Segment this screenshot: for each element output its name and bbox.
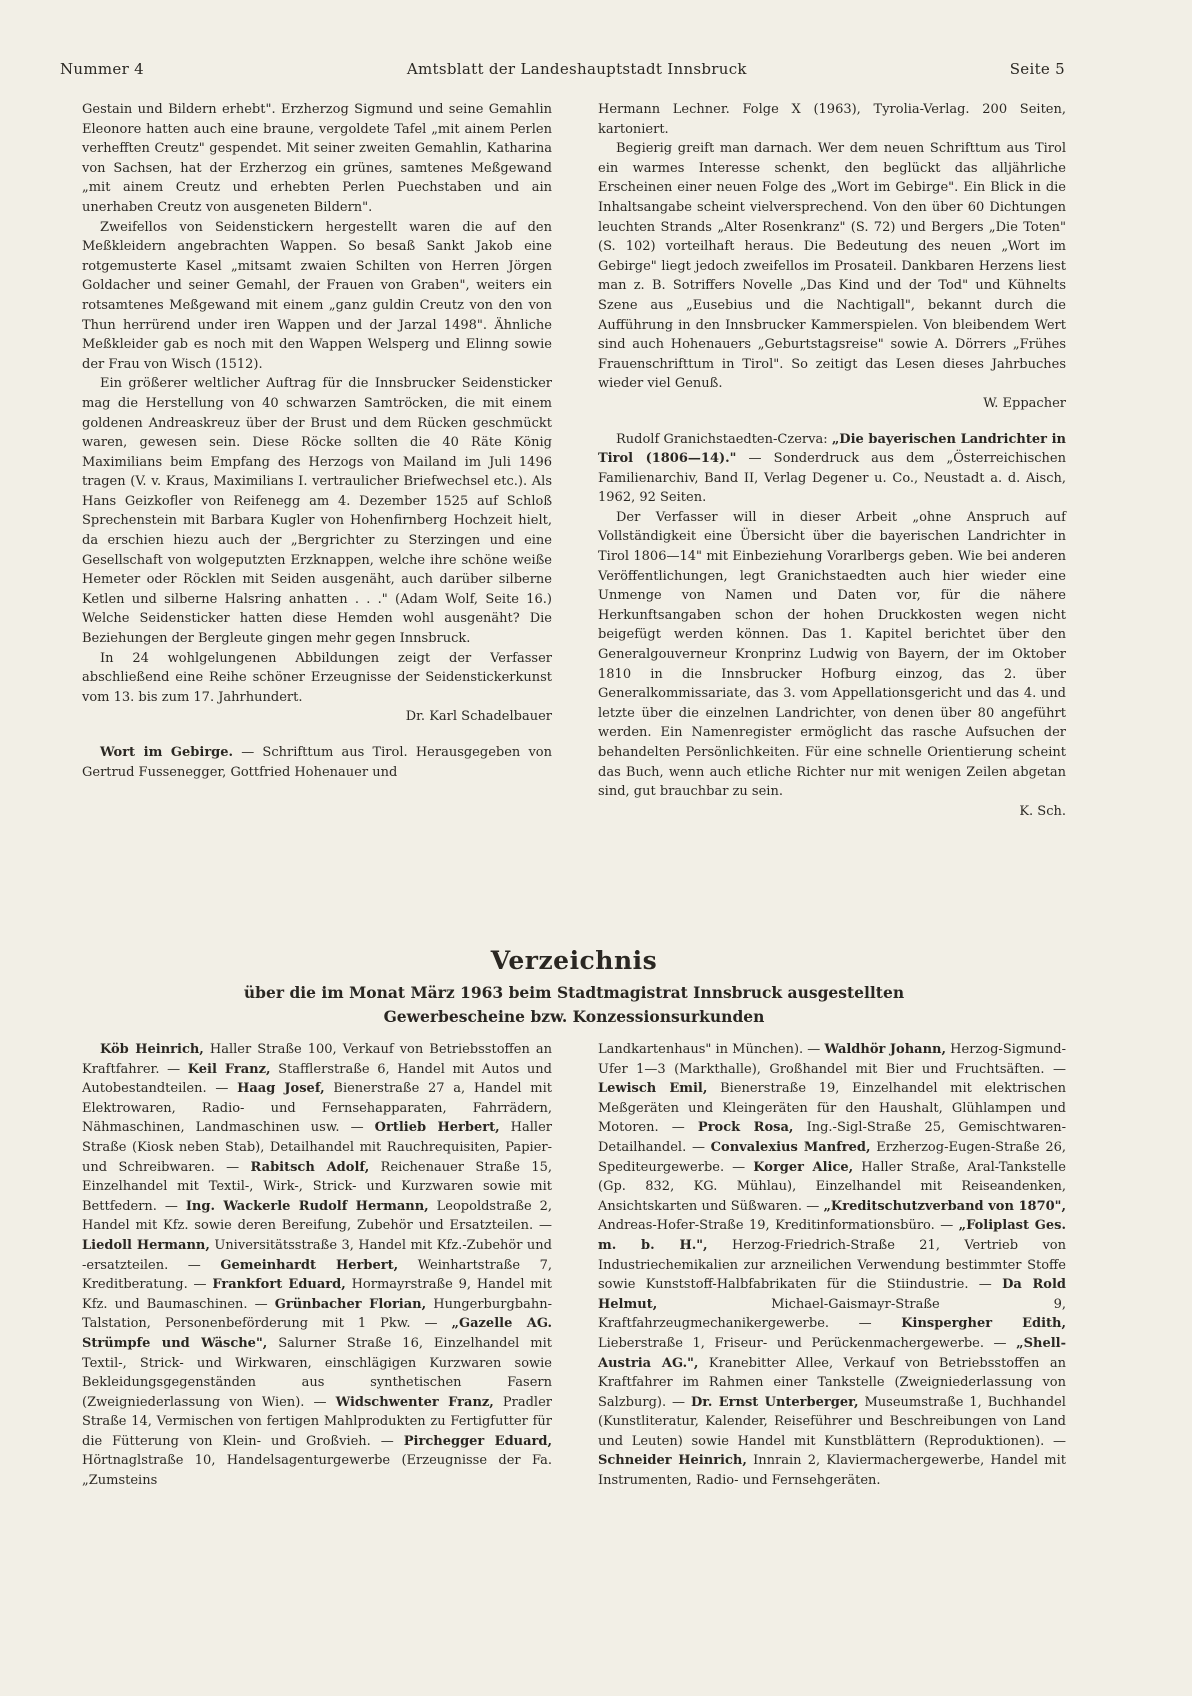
review-signature: K. Sch. [1019, 803, 1066, 819]
review-signature: Dr. Karl Schadelbauer [405, 709, 552, 725]
listing-column-right [598, 1040, 1066, 1491]
listing-entries: Köb Heinrich, Haller Straße 100, Verkauf von Betriebsstoffen an Kraftfahrer. — Keil Franz, Stafflerstraße 6, Handel mit Autos und Autobestandteilen. — Haag Josef, Bienerstraße 27 a, Handel mit Elektrowaren, Radio- und Fernsehapparaten, Fahrrädern, Nähmaschinen, Landmaschinen usw. — Ortlieb Herbert, Haller Straße (Kiosk neben Stab), Detailhandel mit Rauchrequisiten, Papier- und Schreibwaren. — Rabitsch Adolf, Reichenauer Straße 15, Einzelhandel mit Textil-, Wirk-, Strick- und Kurzwaren sowie mit Bettfedern. — Ing. Wackerle Rudolf Hermann, Leopoldstraße 2, Handel mit Kfz. sowie deren Bereifung, Zubehör und Ersatzteilen. — Liedoll Hermann, Universitätsstraße 3, Handel mit Kfz.-Zubehör und -ersatzteilen. — Gemeinhardt Herbert, Weinhartstraße 7, Kreditberatung. — Frankfort Eduard, Hormayrstraße 9, Handel mit Kfz. und Baumaschinen. — Grünbacher Florian, Hungerburgbahn-Talstation, Personenbeförderung mit 1 Pkw. — „Gazelle AG. Strümpfe und Wäsche", Salurner Straße 16, Einzelhandel mit Textil-, Strick- und Wirkwaren, einschlägigen Kurzwaren sowie Bekleidungsgegenständen aus synthetischen Fasern (Zweigniederlassung von Wien). — Widschwenter Franz, Pradler Straße 14, Vermischen von fertigen Mahlprodukten zu Fertigfutter für die Fütterung von Klein- und Großvieh. — Pirchegger Eduard, Hörtnaglstraße 10, Handelsagenturgewerbe (Erzeugnisse der Fa. „Zumsteins [82, 1042, 553, 1489]
issue-number: Nummer 4 [60, 60, 144, 78]
right-column [598, 100, 1066, 821]
review-heading: Rudolf Granichstaedten-Czerva: „Die bayerischen Landrichter in Tirol (1806—14)." — Sonderdruck aus dem „Österreichischen Familienarchiv, Band II, Verlag Degener u. Co., Neustadt a. d. Aisch, 1962, 92 Seiten. [598, 431, 1066, 506]
listing-entries: Landkartenhaus" in München). — Waldhör Johann, Herzog-Sigmund-Ufer 1—3 (Markthalle), Großhandel mit Bier und Fruchtsäften. — Lewisch Emil, Bienerstraße 19, Einzelhandel mit elektrischen Meßgeräten und Kleingeräten für den Haushalt, Glühlampen und Motoren. — Prock Rosa, Ing.-Sigl-Straße 25, Gemischtwaren-Detailhandel. — Convalexius Manfred, Erzherzog-Eugen-Straße 26, Spediteurgewerbe. — Korger Alice, Haller Straße, Aral-Tankstelle (Gp. 832, KG. Mühlau), Einzelhandel mit Reiseandenken, Ansichtskarten und Süßwaren. — „Kreditschutzverband von 1870", Andreas-Hofer-Straße 19, Kreditinformationsbüro. — „Foliplast Ges. m. b. H.", Herzog-Friedrich-Straße 21, Vertrieb von Industriechemikalien zur arzneilichen Verwendung bestimmter Stoffe sowie Kunststoff-Halbfabrikaten für die Stiindustrie. — Da Rold Helmut, Michael-Gaismayr-Straße 9, Kraftfahrzeugmechanikergewerbe. — Kinspergher Edith, Lieberstraße 1, Friseur- und Perückenmachergewerbe. — „Shell-Austria AG.", Kranebitter Allee, Verkauf von Betriebsstoffen an Kraftfahrer im Rahmen einer Tankstelle (Zweigniederlassung von Salzburg). — Dr. Ernst Unterberger, Museumstraße 1, Buchhandel (Kunstliteratur, Kalender, Reiseführer und Beschreibungen von Land und Leuten) sowie Handel mit Kunstblättern (Reproduktionen). — Schneider Heinrich, Innrain 2, Klaviermachergewerbe, Handel mit Instrumenten, Radio- und Fernsehgeräten. [598, 1042, 1066, 1489]
section-title-block [82, 946, 1066, 1029]
section-subtitle: Gewerbescheine bzw. Konzessionsurkunden [383, 1007, 765, 1026]
review-signature: W. Eppacher [983, 395, 1066, 411]
paragraph: Begierig greift man darnach. Wer dem neuen Schrifttum aus Tirol ein warmes Interesse schenkt, den beglückt das alljährliche Erscheinen einer neuen Folge des „Wort im Gebirge". Ein Blick in die Inhaltsangabe scheint vielversprechend. Von den über 60 Dichtungen leuchten Strands „Alter Rosenkranz" (S. 72) und Bergers „Die Toten" (S. 102) vorteilhaft heraus. Die Bedeutung des neuen „Wort im Gebirge" liegt jedoch zweifellos im Prosateil. Dankbaren Herzens liest man z. B. Sotriffers Novelle „Das Kind und der Tod" und Kühnelts Szene aus „Eusebius und die Nachtigall", bekannt durch die Aufführung in den Innsbrucker Kammerspielen. Von bleibendem Wert sind auch Hohenauers „Geburtstagsreise" sowie A. Dörrers „Frühes Frauenschrifttum in Tirol". So zeitigt das Lesen dieses Jahrbuches wieder viel Genuß. [598, 141, 1066, 392]
page-header [60, 60, 1065, 78]
publication-title: Amtsblatt der Landeshauptstadt Innsbruck [406, 60, 747, 78]
listing-column-left [82, 1040, 552, 1491]
paragraph: Hermann Lechner. Folge X (1963), Tyrolia-Verlag. 200 Seiten, kartoniert. [598, 102, 1066, 137]
page-number: Seite 5 [1009, 60, 1065, 78]
section-title: Verzeichnis [490, 946, 658, 975]
left-column [82, 100, 552, 782]
book-title: „Die bayerischen Landrichter in Tirol (1806—14)." [598, 431, 1066, 467]
paragraph: Zweifellos von Seidenstickern hergestellt waren die auf den Meßkleidern angebrachten Wappen. So besaß Sankt Jakob eine rotgemusterte Kasel „mitsamt zwaien Schilten von Herren Jörgen Goldacher und seiner Gemahl, der Frauen von Graben", weiters ein rotsamtenes Meßgewand mit einem „ganz guldin Creutz von den von Thun herrürend under iren Wappen und der Jarzal 1498". Ähnliche Meßkleider gab es noch mit den Wappen Welsperg und Elinng sowie der Frau von Wisch (1512). [82, 219, 552, 372]
paragraph: Der Verfasser will in dieser Arbeit „ohne Anspruch auf Vollständigkeit eine Übersicht über die bayerischen Landrichter in Tirol 1806—14" mit Einbeziehung Vorarlbergs geben. Wie bei anderen Veröffentlichungen, legt Granichstaedten auch hier wieder eine Unmenge von Namen und Daten vor, für die nähere Herkunftsangaben schon der hohen Druckkosten wegen nicht beigefügt werden können. Das 1. Kapitel berichtet über den Generalgouverneur Kronprinz Ludwig von Bayern, der im Oktober 1810 in die Innsbrucker Hofburg einzog, das 2. über Generalkommissariate, das 3. vom Appellationsgericht und das 4. und letzte über die einzelnen Landrichter, von denen über 80 angeführt werden. Ein Namenregister ermöglicht das rasche Aufsuchen der behandelten Persönlichkeiten. Für eine schnelle Orientierung scheint das Buch, wenn auch etliche Richter nur mit wenigen Zeilen abgetan sind, gut brauchbar zu sein. [598, 509, 1066, 800]
paragraph: Gestain und Bildern erhebt". Erzherzog Sigmund und seine Gemahlin Eleonore hatten auch eine braune, vergoldete Tafel „mit ainem Perlen verhefften Creutz" gespendet. Mit seiner zweiten Gemahlin, Katharina von Sachsen, hat der Erzherzog ein grünes, samtenes Meßgewand „mit ainem Creutz und erhebten Perlen Puechstaben und ain unerhaben Creutz von ausgeneten Bildern". [82, 102, 552, 215]
paragraph: In 24 wohlgelungenen Abbildungen zeigt der Verfasser abschließend eine Reihe schöner Erzeugnisse der Seidenstickerkunst vom 13. bis zum 17. Jahrhundert. [82, 650, 552, 705]
section-subtitle: über die im Monat März 1963 beim Stadtmagistrat Innsbruck ausgestellten [243, 983, 905, 1002]
paragraph: Ein größerer weltlicher Auftrag für die Innsbrucker Seidensticker mag die Herstellung von 40 schwarzen Samtröcken, die mit einem goldenen Andreaskreuz über der Brust und dem Rücken geschmückt waren, gewesen sein. Diese Röcke sollten die 40 Räte König Maximilians beim Empfang des Herzogs von Mailand im Juli 1496 tragen (V. v. Kraus, Maximilians I. vertraulicher Briefwechsel etc.). Als Hans Geizkofler von Reifenegg am 4. Dezember 1525 auf Schloß Sprechenstein mit Barbara Kugler von Hohenfirnberg Hochzeit hielt, da erschien hiezu auch der „Bergrichter zu Sterzingen und eine Gesellschaft von wolgeputzten Erzknappen, welche ihre schöne weiße Hemeter oder Röcklen mit Seiden ausgenäht, auch darüber silberne Ketlen und silberne Halsring anhatten . . ." (Adam Wolf, Seite 16.) Welche Seidensticker hatten diese Hemden wohl ausgenäht? Die Beziehungen der Bergleute gingen mehr gegen Innsbruck. [82, 376, 552, 647]
book-title: Wort im Gebirge. [100, 745, 234, 760]
review-heading: Wort im Gebirge. — Schrifttum aus Tirol. Herausgegeben von Gertrud Fussenegger, Gottfried Hohenauer und [82, 745, 553, 780]
